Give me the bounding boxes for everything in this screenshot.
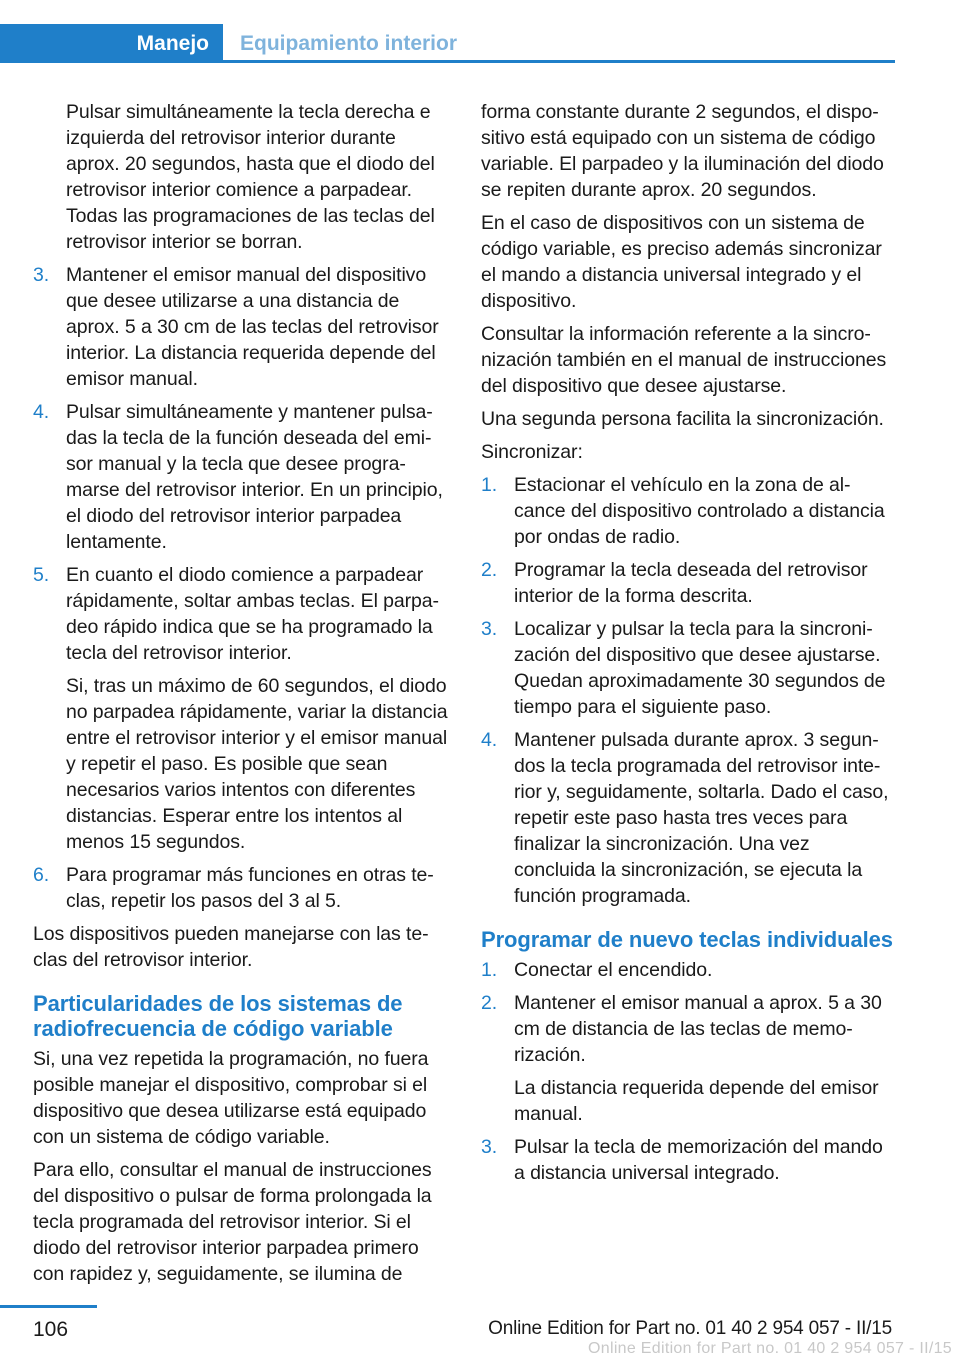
list-item (481, 1134, 893, 1186)
paragraph: Los dispositivos pueden manejarse con las teclas del retrovisor interior. (33, 923, 429, 971)
step-text: Pulsar la tecla de memorización del mando a distancia universal integrado. (514, 1136, 883, 1184)
step-text: Mantener el emisor manual a aprox. 5 a 30 cm de distancia de las teclas de memorización. (514, 992, 882, 1066)
right-column (481, 99, 893, 1193)
step-number: 3. (481, 1136, 498, 1158)
list-item (33, 562, 451, 855)
section-heading: Particularidades de los sistemas de radiofrecuencia de código variable (33, 991, 403, 1041)
watermark-text: Online Edition for Part no. 01 40 2 954 057 - II/15 (588, 1340, 952, 1357)
section-tab: Manejo (0, 24, 223, 63)
step-number: 5. (33, 564, 50, 586)
list-item (481, 727, 893, 909)
step-number: 2. (481, 559, 498, 581)
list-item (33, 262, 451, 392)
step-note: La distancia requerida depende del emisor manual. (514, 1077, 879, 1125)
step-number: 6. (33, 864, 50, 886)
edition-label: Online Edition for Part no. 01 40 2 954 057 - II/15 (488, 1318, 892, 1339)
step-text: Mantener pulsada durante aprox. 3 segundos la tecla programada del retrovisor interior y, seguidamente, soltarla. Dado el caso, repetir este paso hasta tres veces para finalizar la sincronización. Una vez concluida la sincronización, se ejecuta la función programada. (514, 729, 889, 907)
step-text: Programar la tecla deseada del retrovisor interior de la forma descrita. (514, 559, 868, 607)
footer-rule (0, 1305, 97, 1308)
step-number: 4. (33, 401, 50, 423)
step-text: Estacionar el vehículo en la zona de alcance del dispositivo controlado a distancia por ondas de radio. (514, 474, 885, 548)
sync-steps (481, 472, 893, 909)
intro-paragraph: Pulsar simultáneamente la tecla derecha e izquierda del retrovisor interior durante aprox. 20 segundos, hasta que el diodo del retrovisor interior comience a parpadear. Todas las programaciones de las teclas del retrovisor interior se borran. (66, 101, 435, 253)
step-number: 3. (481, 618, 498, 640)
step-number: 2. (481, 992, 498, 1014)
step-note: Si, tras un máximo de 60 segundos, el diodo no parpadea rápidamente, variar la distancia entre el retrovisor interior y el emisor manual y repetir el paso. Es posible que sean necesarios varios intentos con diferentes distancias. Esperar entre los intentos al menos 15 segundos. (66, 675, 448, 853)
paragraph: Una segunda persona facilita la sincronización. (481, 408, 884, 430)
left-column (33, 99, 451, 1294)
list-item (33, 399, 451, 555)
list-item (481, 616, 893, 720)
header-rule (0, 60, 895, 63)
section-heading: Programar de nuevo teclas individuales (481, 927, 893, 952)
reprogram-steps (481, 957, 893, 1186)
paragraph: Si, una vez repetida la programación, no fuera posible manejar el dispositivo, comprobar si el dispositivo que desea utilizarse está equipado con un sistema de código variable. (33, 1048, 429, 1148)
step-text: Mantener el emisor manual del dispositivo que desee utilizarse a una distancia de aprox. 5 a 30 cm de las teclas del retrovisor interior. La distancia requerida depende del emisor manual. (66, 264, 439, 390)
page-header (0, 0, 960, 64)
step-text: Para programar más funciones en otras teclas, repetir los pasos del 3 al 5. (66, 864, 434, 912)
step-number: 1. (481, 959, 498, 981)
step-text: Pulsar simultáneamente y mantener pulsadas la tecla de la función deseada del emisor manual y la tecla que desee programarse del retrovisor interior. En un principio, el diodo del retrovisor interior parpadea lentamente. (66, 401, 443, 553)
paragraph: Consultar la información referente a la sincronización también en el manual de instrucciones del dispositivo que desee ajustarse. (481, 323, 887, 397)
list-item (481, 957, 893, 983)
step-text: En cuanto el diodo comience a parpadear rápidamente, soltar ambas teclas. El parpadeo rápido indica que se ha programado la tecla del retrovisor interior. (66, 564, 439, 664)
page-number: 106 (33, 1318, 69, 1341)
list-item (481, 472, 893, 550)
step-text: Localizar y pulsar la tecla para la sincronización del dispositivo que desee ajustarse. Quedan aproximadamente 30 segundos de tiempo para el siguiente paso. (514, 618, 886, 718)
step-number: 4. (481, 729, 498, 751)
step-number: 3. (33, 264, 50, 286)
paragraph: Para ello, consultar el manual de instrucciones del dispositivo o pulsar de forma prolongada la tecla programada del retrovisor interior. Si el diodo del retrovisor interior parpadea primero con rapidez y, seguidamente, se ilumina de (33, 1159, 432, 1285)
step-text: Conectar el encendido. (514, 959, 713, 981)
paragraph: Sincronizar: (481, 441, 583, 463)
list-item (481, 990, 893, 1127)
programming-steps (33, 262, 451, 914)
paragraph: En el caso de dispositivos con un sistema de código variable, es preciso además sincronizar el mando a distancia universal integrado y el dispositivo. (481, 212, 882, 312)
list-item (481, 557, 893, 609)
paragraph: forma constante durante 2 segundos, el dispositivo está equipado con un sistema de código variable. El parpadeo y la iluminación del diodo se repiten durante aprox. 20 segundos. (481, 101, 884, 201)
list-item (33, 862, 451, 914)
subsection-title: Equipamiento interior (240, 31, 458, 55)
step-number: 1. (481, 474, 498, 496)
